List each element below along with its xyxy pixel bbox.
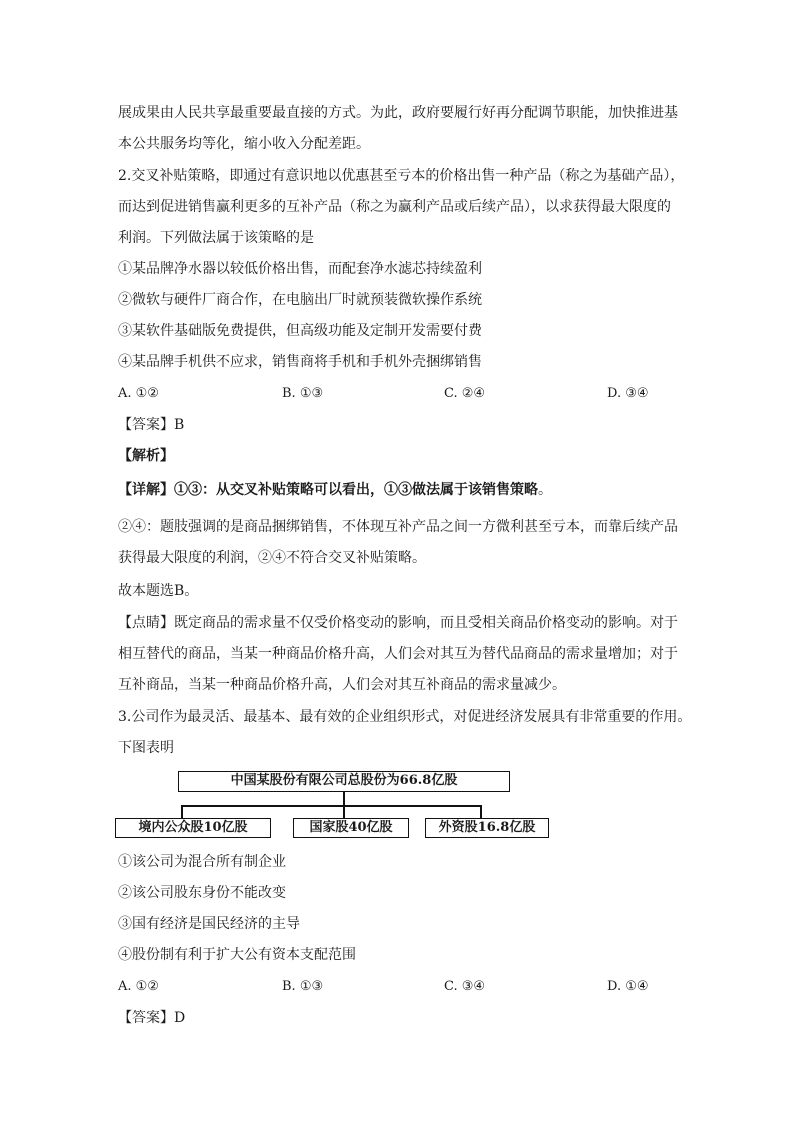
option-a: A. ①② xyxy=(118,979,159,994)
question-3-stem: 下图表明 xyxy=(118,740,174,756)
diagram-top-box: 中国某股份有限公司总股份为66.8亿股 xyxy=(178,771,510,792)
detail-text: 【详解】①③：从交叉补贴策略可以看出，①③做法属于该销售策略 xyxy=(118,482,538,498)
option-b: B. ①③ xyxy=(282,979,324,994)
point-line: 互补商品，当某一种商品价格升高，人们会对其互补商品的需求量减少。 xyxy=(118,677,566,693)
option-a: A. ①② xyxy=(118,386,159,401)
point-line: 相互替代的商品，当某一种商品价格升高，人们会对其互为替代品商品的需求量增加；对于 xyxy=(118,646,678,662)
analysis-label: 【解析】 xyxy=(118,448,174,464)
question-3-item: ②该公司股东身份不能改变 xyxy=(118,885,286,901)
question-2-stem: 2.交叉补贴策略，即通过有意识地以优惠甚至亏本的价格出售一种产品（称之为基础产品）， xyxy=(118,168,685,184)
detail-line xyxy=(118,480,552,500)
option-d: D. ③④ xyxy=(607,386,649,401)
option-c: C. ③④ xyxy=(444,979,486,994)
detail-tail: 。 xyxy=(538,482,552,498)
conclusion: 故本题选B。 xyxy=(118,583,199,599)
diagram-connector xyxy=(343,805,345,819)
diagram-middle-box: 国家股40亿股 xyxy=(293,818,409,838)
paragraph-line: 本公共服务均等化，缩小收入分配差距。 xyxy=(118,136,370,152)
question-3-item: ①该公司为混合所有制企业 xyxy=(118,854,286,870)
diagram-left-box: 境内公众股10亿股 xyxy=(115,818,271,838)
detail-line: 获得最大限度的利润，②④不符合交叉补贴策略。 xyxy=(118,550,426,566)
question-2-stem: 而达到促进销售赢利更多的互补产品（称之为赢利产品或后续产品），以求获得最大限度的 xyxy=(118,199,671,215)
diagram-right-box: 外资股16.8亿股 xyxy=(425,818,549,838)
question-3-item: ③国有经济是国民经济的主导 xyxy=(118,916,300,932)
diagram-connector xyxy=(181,805,183,819)
option-d: D. ①④ xyxy=(607,979,649,994)
option-c: C. ②④ xyxy=(444,386,486,401)
diagram-connector xyxy=(343,792,345,806)
detail-line: ②④：题肢强调的是商品捆绑销售，不体现互补产品之间一方微利甚至亏本，而靠后续产品 xyxy=(118,519,678,535)
answer-label: 【答案】D xyxy=(118,1010,186,1026)
question-2-item: ④某品牌手机供不应求，销售商将手机和手机外壳捆绑销售 xyxy=(118,354,482,370)
paragraph-line: 展成果由人民共享最重要最直接的方式。为此，政府要履行好再分配调节职能，加快推进基 xyxy=(118,105,678,121)
option-b: B. ①③ xyxy=(282,386,324,401)
question-2-item: ③某软件基础版免费提供，但高级功能及定制开发需要付费 xyxy=(118,323,482,339)
answer-label: 【答案】B xyxy=(118,417,185,433)
diagram-connector xyxy=(181,805,481,807)
question-2-stem: 利润。下列做法属于该策略的是 xyxy=(118,230,314,246)
diagram-connector xyxy=(480,805,482,819)
question-2-item: ①某品牌净水器以较低价格出售，而配套净水滤芯持续盈利 xyxy=(118,261,482,277)
question-3-stem: 3.公司作为最灵活、最基本、最有效的企业组织形式，对促进经济发展具有非常重要的作用。 xyxy=(118,709,692,725)
question-3-item: ④股份制有利于扩大公有资本支配范围 xyxy=(118,947,356,963)
question-2-item: ②微软与硬件厂商合作，在电脑出厂时就预装微软操作系统 xyxy=(118,292,482,308)
point-line: 【点睛】既定商品的需求量不仅受价格变动的影响，而且受相关商品价格变动的影响。对于 xyxy=(118,615,678,631)
